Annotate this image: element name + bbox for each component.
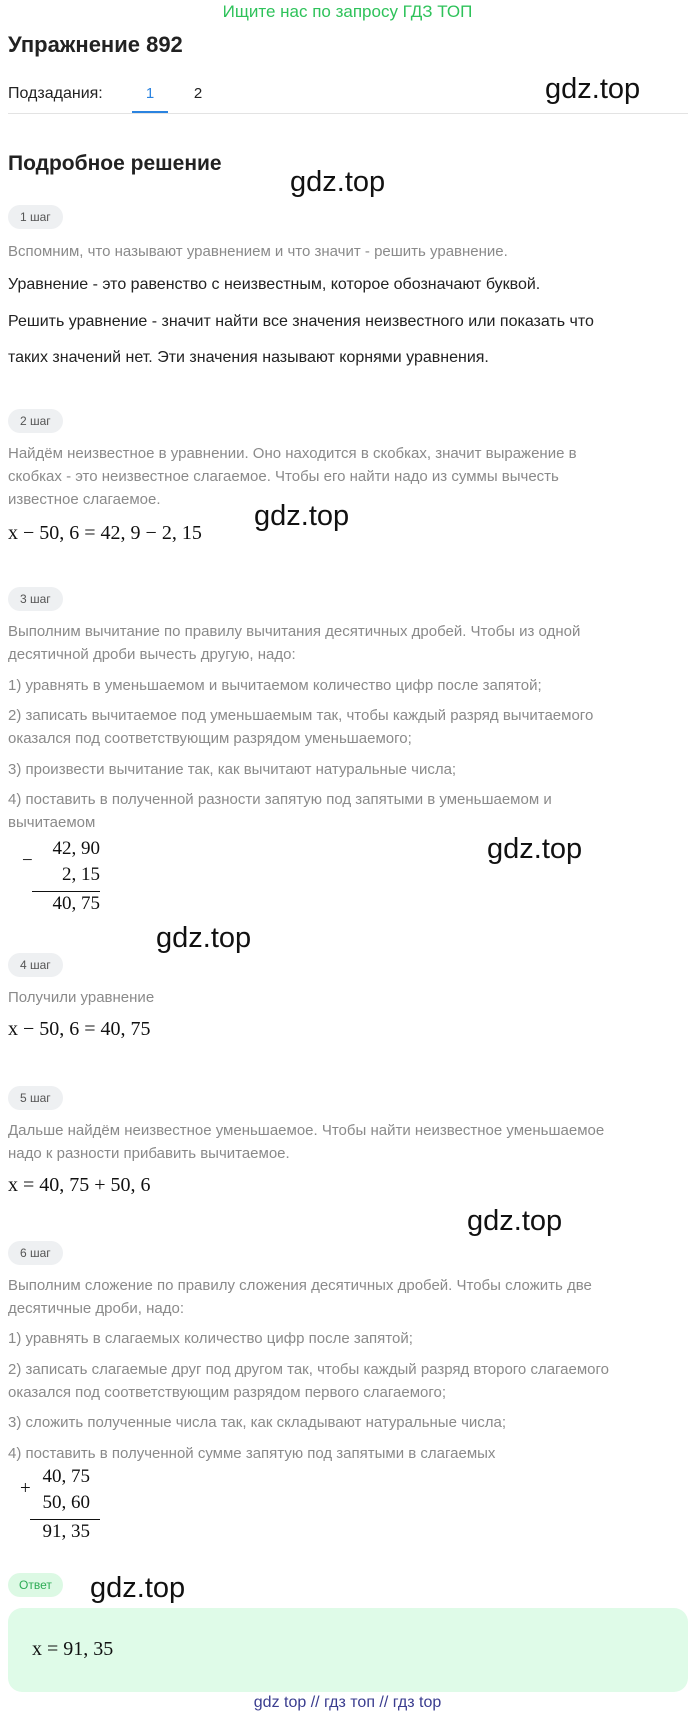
column-bottom-number: 2, 15 — [62, 864, 100, 885]
step-text: Уравнение - это равенство с неизвестным, которое обозначают буквой. — [8, 276, 541, 293]
column-top-number: 42, 90 — [52, 838, 100, 859]
page-title: Упражнение 892 — [8, 32, 183, 57]
formula: x − 50, 6 = 42, 9 − 2, 15 — [8, 522, 202, 544]
column-result: 91, 35 — [42, 1521, 90, 1542]
watermark: gdz.top — [156, 922, 252, 954]
promo-banner[interactable]: Ищите нас по запросу ГДЗ ТОП — [222, 2, 473, 21]
watermark: gdz.top — [545, 73, 641, 105]
formula: x − 50, 6 = 40, 75 — [8, 1018, 151, 1040]
solution-title: Подробное решение — [8, 152, 222, 175]
step-text: Выполним вычитание по правилу вычитания десятичных дробей. Чтобы из одной — [8, 623, 581, 640]
step-badge: 4 шаг — [8, 953, 63, 977]
rule-text: 2) записать слагаемые друг под другом так, чтобы каждый разряд второго слагаемого — [8, 1361, 610, 1378]
rule-text: 4) поставить в полученной сумме запятую под запятыми в слагаемых — [8, 1445, 496, 1462]
column-top-number: 40, 75 — [42, 1466, 90, 1487]
rule-text: 1) уравнять в слагаемых количество цифр после запятой; — [8, 1330, 413, 1347]
rule-text: 3) сложить полученные числа так, как складывают натуральные числа; — [8, 1414, 507, 1431]
rule-text: 1) уравнять в уменьшаемом и вычитаемом количество цифр после запятой; — [8, 677, 542, 694]
active-tab-indicator — [132, 111, 168, 113]
formula: x = 40, 75 + 50, 6 — [8, 1174, 151, 1196]
column-sign: + — [20, 1478, 31, 1499]
watermark: gdz.top — [487, 833, 583, 865]
column-bottom-number: 50, 60 — [42, 1492, 90, 1513]
column-line — [32, 891, 100, 892]
step-text: Получили уравнение — [8, 989, 155, 1006]
column-line — [30, 1519, 100, 1520]
watermark: gdz.top — [90, 1572, 186, 1604]
watermark: gdz.top — [290, 166, 386, 198]
step-badge: 2 шаг — [8, 409, 63, 433]
rule-text: вычитаемом — [8, 814, 96, 831]
rule-text: оказался под соответствующим разрядом уменьшаемого; — [8, 730, 412, 747]
rule-text: 3) произвести вычитание так, как вычитают натуральные числа; — [8, 761, 457, 778]
step-text: Дальше найдём неизвестное уменьшаемое. Чтобы найти неизвестное уменьшаемое — [8, 1122, 605, 1139]
answer-box — [8, 1608, 688, 1692]
step-badge: 3 шаг — [8, 587, 63, 611]
tab-subtask-1[interactable]: 1 — [145, 85, 155, 102]
rule-text: 2) записать вычитаемое под уменьшаемым так, чтобы каждый разряд вычитаемого — [8, 707, 594, 724]
step-text: Найдём неизвестное в уравнении. Оно находится в скобках, значит выражение в — [8, 445, 577, 462]
watermark: gdz.top — [467, 1205, 563, 1237]
column-sign: − — [22, 850, 33, 871]
step-text: Выполним сложение по правилу сложения десятичных дробей. Чтобы сложить две — [8, 1277, 592, 1294]
step-text: скобках - это неизвестное слагаемое. Чтобы его найти надо из суммы вычесть — [8, 468, 559, 485]
answer-formula: x = 91, 35 — [32, 1638, 114, 1660]
column-addition — [20, 1466, 100, 1548]
step-badge: 1 шаг — [8, 205, 63, 229]
step-text: десятичной дроби вычесть другую, надо: — [8, 646, 296, 663]
step-badge: 5 шаг — [8, 1086, 63, 1110]
step-text: таких значений нет. Эти значения называют корнями уравнения. — [8, 349, 489, 366]
step-badge: 6 шаг — [8, 1241, 63, 1265]
step-text: надо к разности прибавить вычитаемое. — [8, 1145, 290, 1162]
step-text: Вспомним, что называют уравнением и что значит - решить уравнение. — [8, 243, 508, 260]
step-text: известное слагаемое. — [8, 491, 161, 508]
tab-subtask-2[interactable]: 2 — [193, 85, 203, 102]
step-text: Решить уравнение - значит найти все значения неизвестного или показать что — [8, 313, 594, 330]
tabs-divider — [8, 113, 688, 114]
footer-links[interactable]: gdz top // гдз топ // гдз top — [253, 1694, 442, 1711]
column-result: 40, 75 — [52, 893, 100, 914]
step-text: десятичные дроби, надо: — [8, 1300, 184, 1317]
rule-text: 4) поставить в полученной разности запятую под запятыми в уменьшаемом и — [8, 791, 552, 808]
rule-text: оказался под соответствующим разрядом первого слагаемого; — [8, 1384, 447, 1401]
column-subtraction — [22, 838, 100, 920]
watermark: gdz.top — [254, 500, 350, 532]
answer-badge: Ответ — [8, 1573, 63, 1597]
subtasks-label: Подзадания: — [8, 85, 103, 102]
